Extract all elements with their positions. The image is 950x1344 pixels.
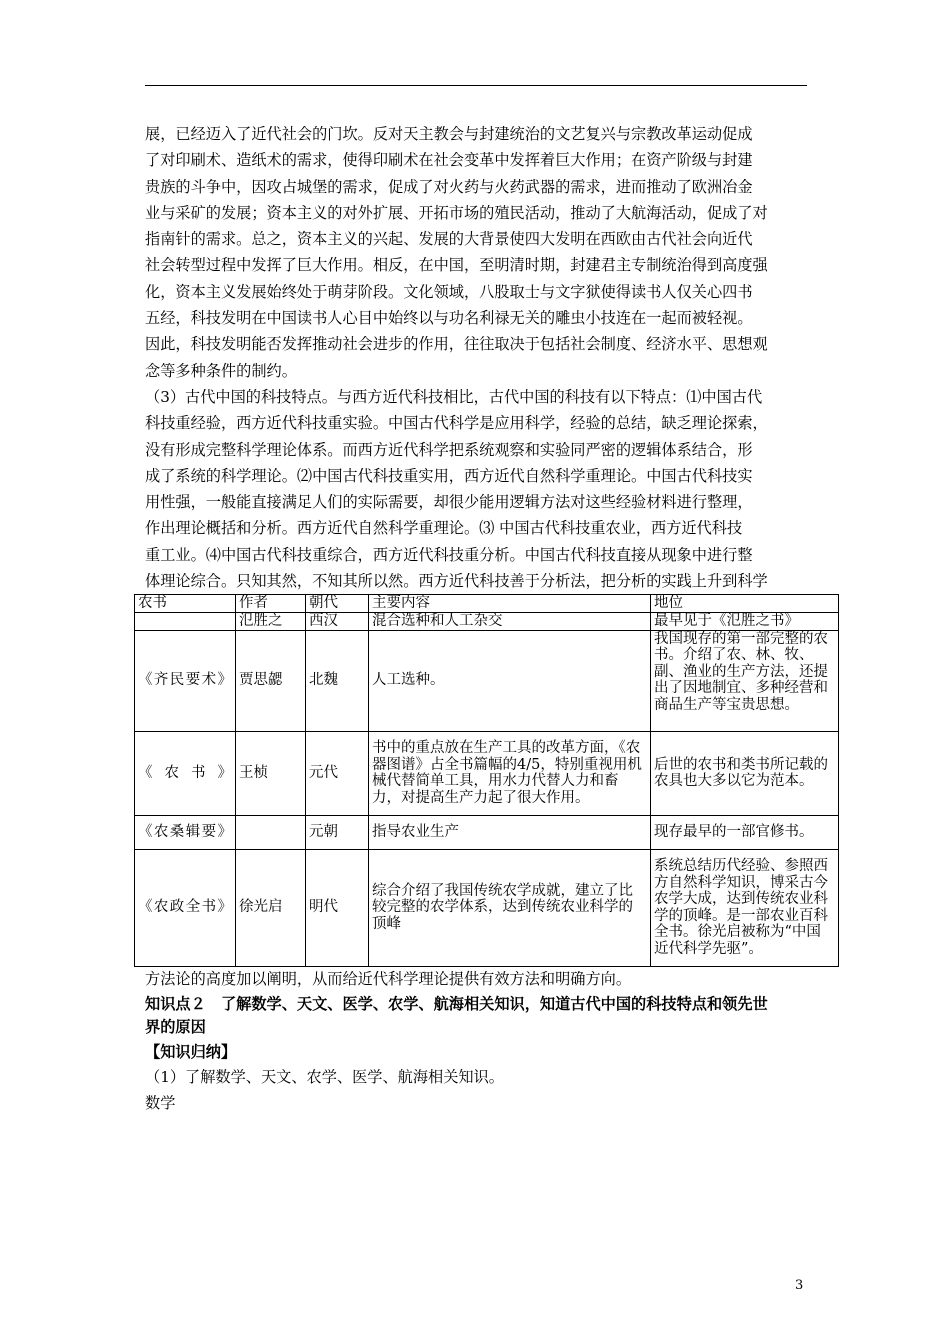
cell-position: 现存最早的一部官修书。	[651, 815, 839, 849]
header-author: 作者	[236, 595, 306, 613]
cell-author: 王桢	[236, 731, 306, 815]
body-line: 念等多种条件的制约。	[145, 361, 297, 380]
cell-book: 《农桑辑要》	[135, 815, 236, 849]
agricultural-books-table	[134, 594, 839, 967]
cell-dynasty: 元代	[306, 731, 369, 815]
cell-content: 综合介绍了我国传统农学成就，建立了比较完整的农学体系，达到传统农业科学的顶峰	[369, 849, 651, 966]
body-line: 贵族的斗争中，因攻占城堡的需求，促成了对火药与火药武器的需求，进而推动了欧洲冶金	[145, 177, 753, 196]
list-item: （1）了解数学、天文、农学、医学、航海相关知识。	[145, 1068, 504, 1086]
body-line: 科技重经验，西方近代科技重实验。中国古代科学是应用科学，经验的总结，缺乏理论探索，	[145, 414, 768, 433]
cell-author: 贾思勰	[236, 630, 306, 731]
body-line: 五经，科技发明在中国读书人心目中始终以与功名利禄无关的雕虫小技连在一起而被轻视。	[145, 309, 753, 328]
header-rule	[145, 85, 807, 86]
body-line: 重工业。⑷中国古代科技重综合，西方近代科技重分析。中国古代科技直接从现象中进行整	[145, 545, 753, 564]
table-header-row	[135, 595, 839, 613]
cell-book: 《农政全书》	[135, 849, 236, 966]
cell-content: 人工选种。	[369, 630, 651, 731]
cell-book	[135, 612, 236, 630]
cell-position: 最早见于《氾胜之书》	[651, 612, 839, 630]
body-line: 因此，科技发明能否发挥推动社会进步的作用，往往取决于包括社会制度、经济水平、思想观	[145, 335, 768, 354]
body-line: 了对印刷术、造纸术的需求，使得印刷术在社会变革中发挥着巨大作用；在资产阶级与封建	[145, 151, 753, 170]
knowledge-point-heading: 知识点２ 了解数学、天文、医学、农学、航海相关知识，知道古代中国的科技特点和领先世	[145, 995, 768, 1013]
cell-dynasty: 元朝	[306, 815, 369, 849]
table-row	[135, 630, 839, 731]
cell-dynasty: 明代	[306, 849, 369, 966]
header-dynasty: 朝代	[306, 595, 369, 613]
cell-book: 《农书》	[135, 731, 236, 815]
body-line: 没有形成完整科学理论体系。而西方近代科学把系统观察和实验同严密的逻辑体系结合，形	[145, 440, 753, 459]
cell-content: 混合选种和人工杂交	[369, 612, 651, 630]
table-row	[135, 612, 839, 630]
cell-author: 氾胜之	[236, 612, 306, 630]
knowledge-point-heading-cont: 界的原因	[145, 1018, 206, 1036]
table-row	[135, 731, 839, 815]
cell-content: 指导农业生产	[369, 815, 651, 849]
cell-position: 我国现存的第一部完整的农书。介绍了农、林、牧、副、渔业的生产方法，还提出了因地制宜、多种经营和商品生产等宝贵思想。	[651, 630, 839, 731]
body-line: 成了系统的科学理论。⑵中国古代科技重实用，西方近代自然科学重理论。中国古代科技实	[145, 466, 753, 485]
body-line: 业与采矿的发展；资本主义的对外扩展、开拓市场的殖民活动，推动了大航海活动，促成了对	[145, 203, 768, 222]
body-text	[145, 121, 807, 594]
cell-content: 书中的重点放在生产工具的改革方面，《农器图谱》占全书篇幅的4/5，特别重视用机械代替简单工具，用水力代替人力和畜力，对提高生产力起了很大作用。	[369, 731, 651, 815]
header-book: 农书	[135, 595, 236, 613]
subject-label: 数学	[145, 1094, 176, 1112]
cell-book: 《齐民要术》	[135, 630, 236, 731]
cell-dynasty: 北魏	[306, 630, 369, 731]
body-line: 化，资本主义发展始终处于萌芽阶段。文化领域，八股取士与文字狱使得读书人仅关心四书	[145, 282, 753, 301]
cell-dynasty: 西汉	[306, 612, 369, 630]
cell-author	[236, 815, 306, 849]
body-line: （3）古代中国的科技特点。与西方近代科技相比，古代中国的科技有以下特点：⑴中国古代	[145, 387, 763, 406]
table-row	[135, 815, 839, 849]
header-position: 地位	[651, 595, 839, 613]
page-number: 3	[795, 1278, 804, 1293]
table-row	[135, 849, 839, 966]
body-line: 作出理论概括和分析。西方近代自然科学重理论。⑶ 中国古代科技重农业，西方近代科技	[145, 519, 743, 538]
body-line-continued: 方法论的高度加以阐明，从而给近代科学理论提供有效方法和明确方向。	[145, 970, 631, 988]
section-heading: 【知识归纳】	[145, 1043, 237, 1061]
body-line: 体理论综合。只知其然，不知其所以然。西方近代科技善于分析法，把分析的实践上升到科学	[145, 572, 768, 591]
body-line: 用性强，一般能直接满足人们的实际需要，却很少能用逻辑方法对这些经验材料进行整理，	[145, 493, 753, 512]
cell-position: 系统总结历代经验、参照西方自然科学知识，博采古今农学大成，达到传统农业科学的顶峰。是一部农业百科全书。徐光启被称为“中国近代科学先驱”。	[651, 849, 839, 966]
header-content: 主要内容	[369, 595, 651, 613]
body-line: 社会转型过程中发挥了巨大作用。相反，在中国，至明清时期，封建君主专制统治得到高度强	[145, 256, 768, 275]
body-line: 指南针的需求。总之，资本主义的兴起、发展的大背景使四大发明在西欧由古代社会向近代	[145, 230, 753, 249]
cell-author: 徐光启	[236, 849, 306, 966]
body-line: 展，已经迈入了近代社会的门坎。反对天主教会与封建统治的文艺复兴与宗教改革运动促成	[145, 125, 753, 143]
cell-position: 后世的农书和类书所记载的农具也大多以它为范本。	[651, 731, 839, 815]
